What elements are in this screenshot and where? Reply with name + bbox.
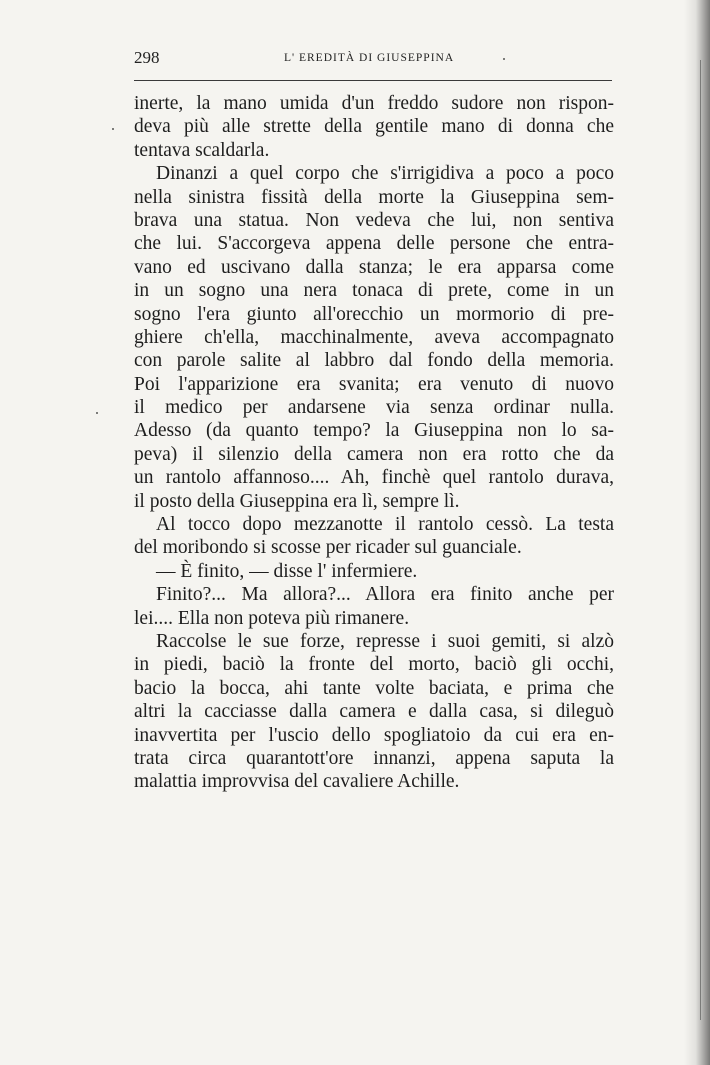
print-speck (503, 58, 505, 60)
text-line: del moribondo si scosse per ricader sul guanciale. (134, 537, 522, 559)
text-line: deva più alle strette della gentile mano di donna che (134, 116, 614, 138)
text-line: il posto della Giuseppina era lì, sempre lì. (134, 490, 460, 512)
print-speck (112, 128, 114, 130)
text-line: Finito?... Ma allora?... Allora era finito anche per (156, 584, 614, 606)
text-line: bacio la bocca, ahi tante volte baciata, e prima che (134, 677, 614, 699)
page-edge-shadow (684, 0, 710, 1065)
text-line: sogno l'era giunto all'orecchio un mormorio di pre- (134, 303, 614, 325)
text-line: altri la cacciasse dalla camera e dalla casa, si dileguò (134, 701, 614, 723)
text-line: Raccolse le sue forze, represse i suoi gemiti, si alzò (156, 630, 614, 652)
text-line: in un sogno una nera tonaca di prete, come in un (134, 280, 614, 302)
text-line: il medico per andarsene via senza ordinar nulla. (134, 397, 614, 419)
text-line: inavvertita per l'uscio dello spogliatoio da cui era en- (134, 724, 614, 746)
print-speck (96, 412, 98, 414)
body-text (134, 92, 614, 794)
page-edge-line (700, 60, 701, 1020)
text-line: peva) il silenzio della camera non era rotto che da (134, 443, 614, 465)
text-line: in piedi, baciò la fronte del morto, baciò gli occhi, (134, 654, 614, 676)
text-line: un rantolo affannoso.... Ah, finchè quel rantolo durava, (134, 467, 614, 489)
text-line: vano ed uscivano dalla stanza; le era apparsa come (134, 256, 614, 278)
text-line: inerte, la mano umida d'un freddo sudore non rispon- (134, 93, 614, 114)
text-line: tentava scaldarla. (134, 139, 270, 161)
header-rule (134, 80, 612, 81)
text-line: Poi l'apparizione era svanita; era venuto di nuovo (134, 373, 614, 395)
text-line: che lui. S'accorgeva appena delle persone che entra- (134, 233, 614, 255)
text-line: malattia improvvisa del cavaliere Achille. (134, 771, 460, 793)
text-line: ghiere ch'ella, macchinalmente, aveva accompagnato (134, 326, 614, 348)
running-title: L' EREDITÀ DI GIUSEPPINA (284, 52, 455, 64)
text-line: Adesso (da quanto tempo? la Giuseppina non lo sa- (134, 420, 614, 442)
page-number: 298 (134, 48, 160, 67)
text-line: trata circa quarantott'ore innanzi, appena saputa la (134, 747, 614, 769)
text-line: Dinanzi a quel corpo che s'irrigidiva a poco a poco (156, 163, 614, 185)
text-line: nella sinistra fissità della morte la Giuseppina sem- (134, 186, 614, 208)
text-line: lei.... Ella non poteva più rimanere. (134, 607, 410, 629)
text-line: con parole salite al labbro dal fondo della memoria. (134, 350, 614, 372)
text-line: — È finito, — disse l' infermiere. (156, 560, 418, 582)
text-line: Al tocco dopo mezzanotte il rantolo cessò. La testa (156, 514, 614, 536)
text-line: brava una statua. Non vedeva che lui, non sentiva (134, 209, 614, 231)
page-header (134, 46, 614, 70)
